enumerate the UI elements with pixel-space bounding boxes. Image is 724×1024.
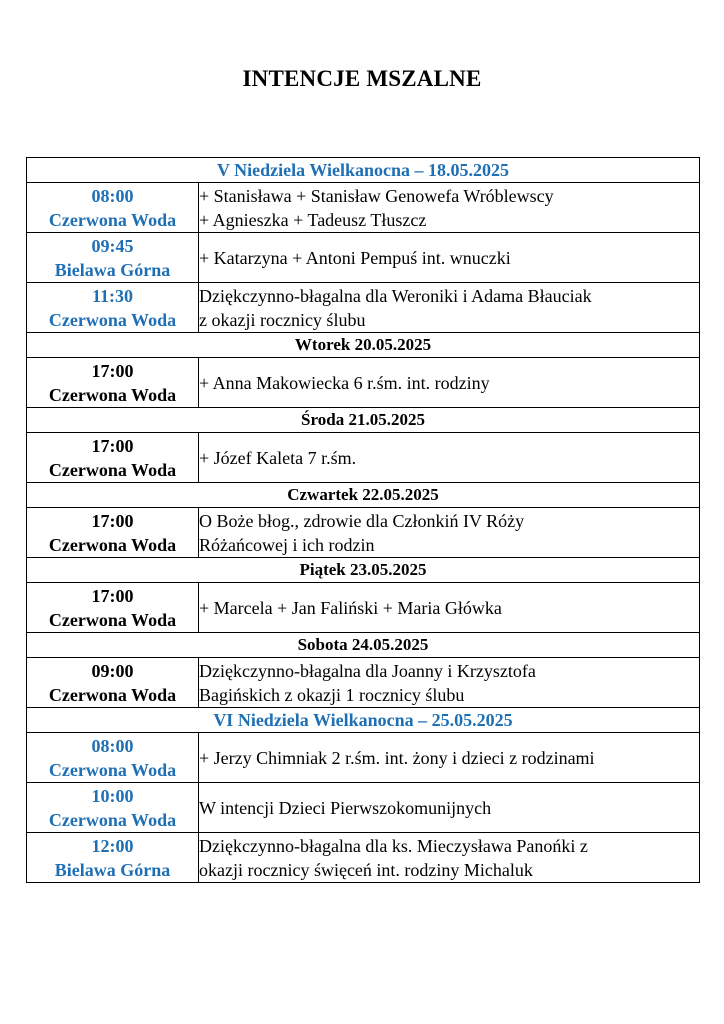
time-place-cell (27, 733, 199, 783)
intention-line: + Jerzy Chimniak 2 r.śm. int. żony i dzieci z rodzinami (199, 747, 595, 768)
intention-cell (199, 183, 700, 233)
mass-row (27, 183, 700, 233)
mass-place: Czerwona Woda (48, 609, 177, 630)
intention-cell (199, 583, 700, 633)
intention-line: O Boże błog., zdrowie dla Członkiń IV Róży (199, 510, 525, 531)
intention-cell (199, 783, 700, 833)
intention-line: z okazji rocznicy ślubu (199, 309, 366, 330)
mass-row (27, 658, 700, 708)
intention-line: + Józef Kaleta 7 r.śm. (199, 447, 357, 468)
mass-place: Czerwona Woda (48, 759, 177, 780)
intention-cell (199, 833, 700, 883)
mass-row (27, 833, 700, 883)
mass-time: 17:00 (91, 360, 134, 381)
mass-time: 08:00 (91, 185, 134, 206)
mass-place: Czerwona Woda (48, 384, 177, 405)
mass-row (27, 733, 700, 783)
day-heading-row (27, 633, 700, 658)
day-heading-row (27, 483, 700, 508)
mass-time: 11:30 (91, 285, 133, 306)
intention-line: Dziękczynno-błagalna dla Joanny i Krzysztofa (199, 660, 536, 681)
mass-place: Czerwona Woda (48, 809, 177, 830)
mass-time: 12:00 (91, 835, 134, 856)
mass-row (27, 783, 700, 833)
time-place-cell (27, 833, 199, 883)
intention-line: + Marcela + Jan Faliński + Maria Główka (199, 597, 502, 618)
intention-cell (199, 233, 700, 283)
intention-cell (199, 283, 700, 333)
intention-line: Bagińskich z okazji 1 rocznicy ślubu (199, 684, 465, 705)
time-place-cell (27, 358, 199, 408)
time-place-cell (27, 583, 199, 633)
day-heading-row (27, 558, 700, 583)
mass-row (27, 233, 700, 283)
day-heading-row (27, 408, 700, 433)
mass-time: 09:00 (91, 660, 134, 681)
intention-line: + Agnieszka + Tadeusz Tłuszcz (199, 209, 427, 230)
intention-line: + Stanisława + Stanisław Genowefa Wróblewscy (199, 185, 554, 206)
day-heading: Sobota 24.05.2025 (27, 633, 700, 658)
mass-row (27, 358, 700, 408)
mass-row (27, 583, 700, 633)
mass-place: Czerwona Woda (48, 459, 177, 480)
day-heading: Środa 21.05.2025 (27, 408, 700, 433)
mass-time: 09:45 (91, 235, 134, 256)
intention-cell (199, 433, 700, 483)
intention-line: okazji rocznicy święceń int. rodziny Michaluk (199, 859, 533, 880)
mass-place: Czerwona Woda (48, 684, 177, 705)
mass-place: Bielawa Górna (54, 259, 171, 280)
day-heading-row (27, 158, 700, 183)
mass-time: 08:00 (91, 735, 134, 756)
intention-cell (199, 733, 700, 783)
intention-line: W intencji Dzieci Pierwszokomunijnych (199, 797, 492, 818)
time-place-cell (27, 233, 199, 283)
day-heading: Wtorek 20.05.2025 (27, 333, 700, 358)
time-place-cell (27, 283, 199, 333)
mass-row (27, 433, 700, 483)
intention-cell (199, 508, 700, 558)
table-body (27, 158, 700, 883)
mass-row (27, 508, 700, 558)
mass-time: 10:00 (91, 785, 134, 806)
mass-intentions-table (26, 157, 700, 883)
mass-row (27, 283, 700, 333)
intention-cell (199, 358, 700, 408)
mass-time: 17:00 (91, 510, 134, 531)
intention-line: + Katarzyna + Antoni Pempuś int. wnuczki (199, 247, 511, 268)
time-place-cell (27, 658, 199, 708)
time-place-cell (27, 508, 199, 558)
day-heading: VI Niedziela Wielkanocna – 25.05.2025 (27, 708, 700, 733)
time-place-cell (27, 183, 199, 233)
intention-line: + Anna Makowiecka 6 r.śm. int. rodziny (199, 372, 490, 393)
day-heading: Czwartek 22.05.2025 (27, 483, 700, 508)
mass-place: Bielawa Górna (54, 859, 171, 880)
day-heading-row (27, 708, 700, 733)
mass-place: Czerwona Woda (48, 534, 177, 555)
mass-time: 17:00 (91, 585, 134, 606)
day-heading-row (27, 333, 700, 358)
mass-time: 17:00 (91, 435, 134, 456)
mass-place: Czerwona Woda (48, 309, 177, 330)
page-title: INTENCJE MSZALNE (242, 66, 482, 91)
day-heading: V Niedziela Wielkanocna – 18.05.2025 (27, 158, 700, 183)
intention-line: Dziękczynno-błagalna dla ks. Mieczysława Panońki z (199, 835, 588, 856)
intention-cell (199, 658, 700, 708)
time-place-cell (27, 433, 199, 483)
day-heading: Piątek 23.05.2025 (27, 558, 700, 583)
mass-place: Czerwona Woda (48, 209, 177, 230)
intention-line: Różańcowej i ich rodzin (199, 534, 375, 555)
time-place-cell (27, 783, 199, 833)
intention-line: Dziękczynno-błagalna dla Weroniki i Adama Błauciak (199, 285, 592, 306)
